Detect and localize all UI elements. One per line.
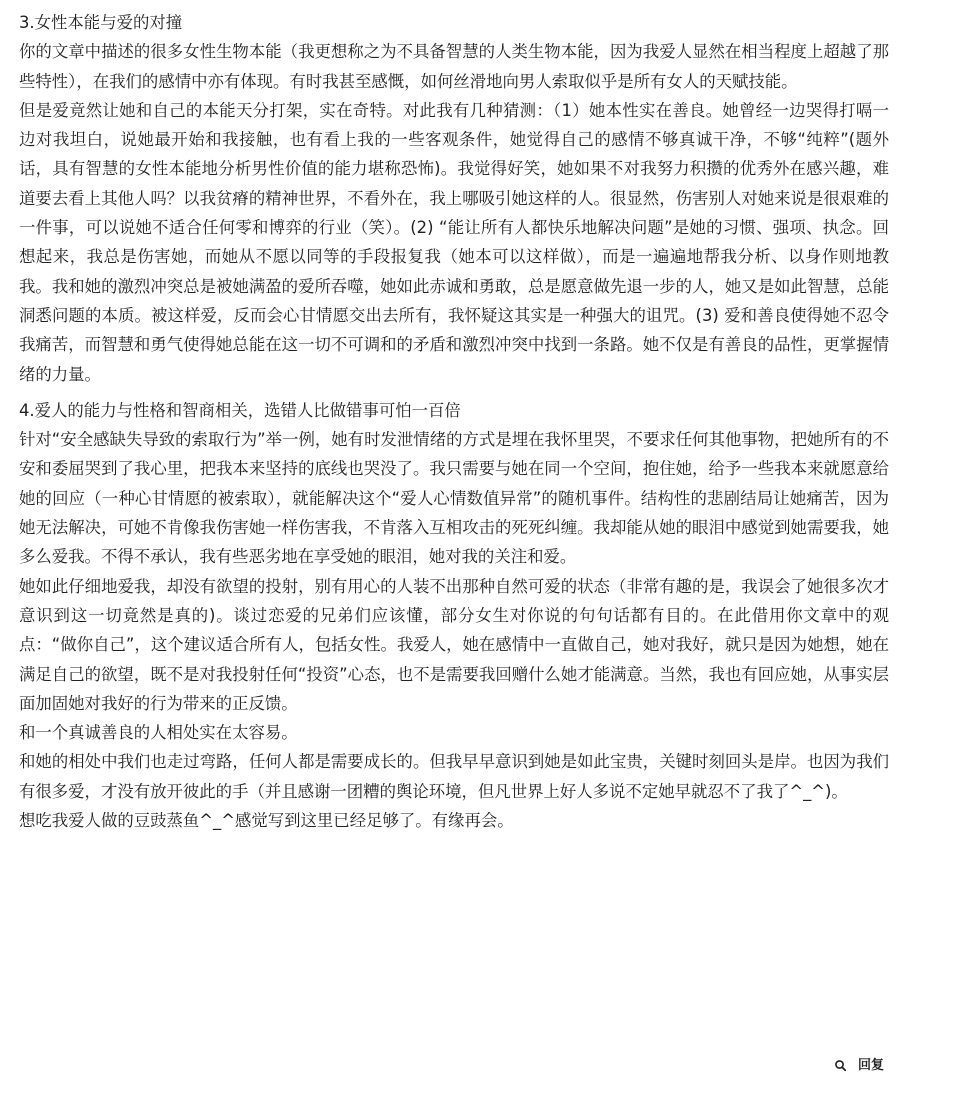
reply-button[interactable]: 回复 — [858, 1058, 885, 1073]
paragraph: 和她的相处中我们也走过弯路，任何人都是需要成长的。但我早早意识到她是如此宝贵，关键时刻回头是岸。也因为我们有很多爱，才没有放开彼此的手（并且感谢一团糟的舆论环境，但凡世界上好人多说不定她早就忍不了我了^_^)。 — [19, 752, 889, 801]
paragraph: 和一个真诚善良的人相处实在太容易。 — [19, 723, 298, 743]
reply-action[interactable] — [834, 1056, 884, 1076]
post-body — [19, 8, 889, 835]
paragraph: 想吃我爱人做的豆豉蒸鱼^_^感觉写到这里已经足够了。有缘再会。 — [19, 811, 514, 831]
paragraph: 她如此仔细地爱我，却没有欲望的投射，别有用心的人装不出那种自然可爱的状态（非常有趣的是，我误会了她很多次才意识到这一切竟然是真的)。谈过恋爱的兄弟们应该懂，部分女生对你说的句句话都有目的。在此借用你文章中的观点：“做你自己”，这个建议适合所有人，包括女性。我爱人，她在感情中一直做自己，她对我好，就只是因为她想，她在满足自己的欲望，既不是对我投射任何“投资”心态，也不是需要我回赠什么她才能满意。当然，我也有回应她，从事实层面加固她对我好的行为带来的正反馈。 — [19, 576, 889, 713]
paragraph: 你的文章中描述的很多女性生物本能（我更想称之为不具备智慧的人类生物本能，因为我爱人显然在相当程度上超越了那些特性），在我们的感情中亦有体现。有时我甚至感慨，如何丝滑地向男人索取似乎是所有女人的天赋技能。 — [19, 42, 889, 91]
section-heading-4: 4.爱人的能力与性格和智商相关，选错人比做错事可怕一百倍 — [19, 400, 461, 420]
search-icon[interactable] — [834, 1059, 848, 1073]
paragraph: 但是爱竟然让她和自己的本能天分打架，实在奇特。对此我有几种猜测：（1）她本性实在善良。她曾经一边哭得打嗝一边对我坦白，说她最开始和我接触，也有看上我的一些客观条件，她觉得自己的感情不够真诚干净，不够“纯粹”(题外话，具有智慧的女性本能地分析男性价值的能力堪称恐怖)。我觉得好笑，她如果不对我努力积攒的优秀外在感兴趣，难道要去看上其他人吗？以我贫瘠的精神世界，不看外在，我上哪吸引她这样的人。很显然，伤害别人对她来说是很艰难的一件事，可以说她不适合任何零和博弈的行业（笑）。(2) “能让所有人都快乐地解决问题”是她的习惯、强项、执念。回想起来，我总是伤害她，而她从不愿以同等的手段报复我（她本可以这样做），而是一遍遍地帮我分析、以身作则地教我。我和她的激烈冲突总是被她满盈的爱所吞噬，她如此赤诚和勇敢，总是愿意做先退一步的人，她又是如此智慧，总能洞悉问题的本质。被这样爱，反而会心甘情愿交出去所有，我怀疑这其实是一种强大的诅咒。(3) 爱和善良使得她不忍令我痛苦，而智慧和勇气使得她总能在这一切不可调和的矛盾和激烈冲突中找到一条路。她不仅是有善良的品性，更掌握情绪的力量。 — [19, 100, 889, 384]
section-heading-3: 3.女性本能与爱的对撞 — [19, 13, 183, 32]
paragraph: 针对“安全感缺失导致的索取行为”举一例，她有时发泄情绪的方式是埋在我怀里哭，不要求任何其他事物，把她所有的不安和委屈哭到了我心里，把我本来坚持的底线也哭没了。我只需要与她在同一个空间，抱住她，给予一些我本来就愿意给她的回应（一种心甘情愿的被索取），就能解决这个“爱人心情数值异常”的随机事件。结构性的悲剧结局让她痛苦，因为她无法解决，可她不肯像我伤害她一样伤害我，不肯落入互相攻击的死死纠缠。我却能从她的眼泪中感觉到她需要我，她多么爱我。不得不承认，我有些恶劣地在享受她的眼泪，她对我的关注和爱。 — [19, 430, 889, 567]
